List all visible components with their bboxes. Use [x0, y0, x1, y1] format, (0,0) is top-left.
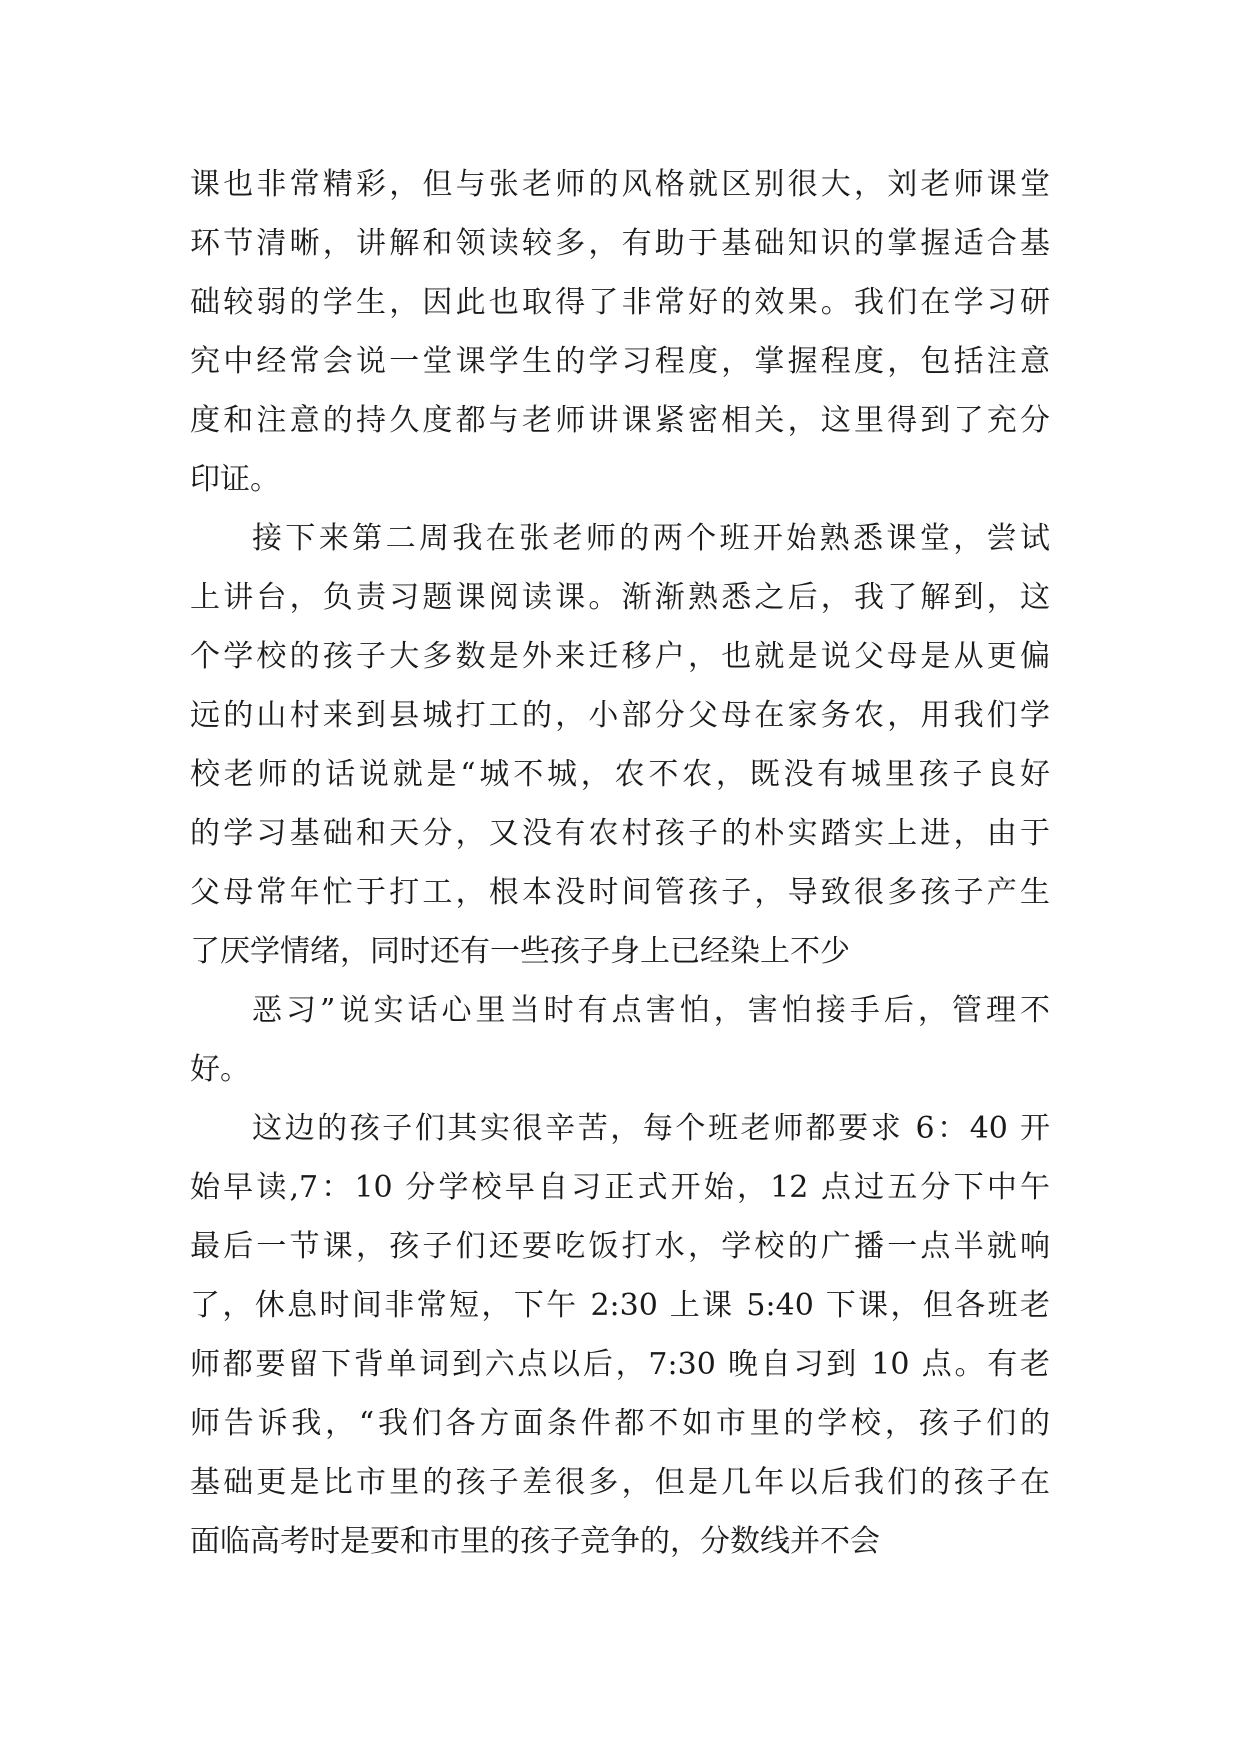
text-line: 上讲台，负责习题课阅读课。渐渐熟悉之后，我了解到，这 — [190, 580, 1050, 615]
body-text — [190, 155, 1050, 1571]
text-line: 基础更是比市里的孩子差很多，但是几年以后我们的孩子在 — [190, 1465, 1050, 1500]
paragraph-first-line: 接下来第二周我在张老师的两个班开始熟悉课堂，尝试 — [252, 521, 1050, 556]
text-line: 始早读,7：10 分学校早自习正式开始，12 点过五分下中午 — [190, 1170, 1050, 1205]
text-line: 了，休息时间非常短，下午 2:30 上课 5:40 下课，但各班老 — [190, 1288, 1050, 1323]
text-line: 度和注意的持久度都与老师讲课紧密相关，这里得到了充分 — [190, 403, 1050, 438]
text-line: 环节清晰，讲解和领读较多，有助于基础知识的掌握适合基 — [190, 226, 1050, 261]
text-line: 最后一节课，孩子们还要吃饭打水，学校的广播一点半就响 — [190, 1229, 1050, 1264]
text-line: 究中经常会说一堂课学生的学习程度，掌握程度，包括注意 — [190, 344, 1050, 379]
text-line: 的学习基础和天分，又没有农村孩子的朴实踏实上进，由于 — [190, 816, 1050, 851]
text-line: 础较弱的学生，因此也取得了非常好的效果。我们在学习研 — [190, 285, 1050, 320]
text-line: 师都要留下背单词到六点以后，7:30 晚自习到 10 点。有老 — [190, 1347, 1050, 1382]
paragraph-first-line: 这边的孩子们其实很辛苦，每个班老师都要求 6：40 开 — [252, 1111, 1050, 1146]
text-line: 面临高考时是要和市里的孩子竞争的，分数线并不会 — [190, 1524, 880, 1559]
text-line: 师告诉我，“我们各方面条件都不如市里的学校，孩子们的 — [190, 1406, 1050, 1441]
text-line: 个学校的孩子大多数是外来迁移户，也就是说父母是从更偏 — [190, 639, 1050, 674]
text-line: 校老师的话说就是“城不城，农不农，既没有城里孩子良好 — [190, 757, 1050, 792]
text-line: 课也非常精彩，但与张老师的风格就区别很大，刘老师课堂 — [190, 167, 1050, 202]
text-line: 父母常年忙于打工，根本没时间管孩子，导致很多孩子产生 — [190, 875, 1050, 910]
text-line: 印证。 — [190, 462, 280, 497]
text-line: 好。 — [190, 1052, 250, 1087]
paragraph-first-line: 恶习”说实话心里当时有点害怕，害怕接手后，管理不 — [252, 993, 1050, 1028]
text-line: 远的山村来到县城打工的，小部分父母在家务农，用我们学 — [190, 698, 1050, 733]
text-line: 了厌学情绪，同时还有一些孩子身上已经染上不少 — [190, 934, 850, 969]
